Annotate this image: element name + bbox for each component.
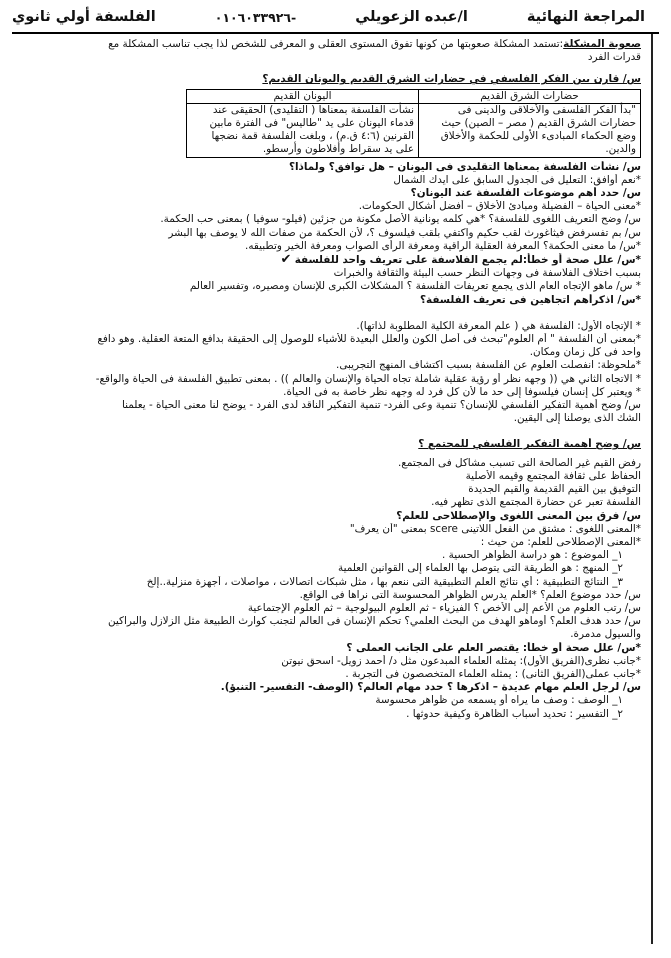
- text-line: س/ لرجل العلم مهام عديدة – اذكرها ؟ حدد مهام العالم؟ (الوصف- التفسير- التنبؤ).: [220, 681, 641, 694]
- review-title: المراجعة النهائية: [526, 9, 645, 25]
- text-line: والسيول مدمرة.: [570, 628, 641, 641]
- text-line: *س/ علل صحة أو خطأ: يقتصر العلم على الجانب العملى ؟: [346, 641, 641, 654]
- text-line: س/ حدد هدف العلم؟ أوماهو الهدف من البحث العلمي؟ تحكم الإنسان فى العالم لتجنب كوارث الطبيعة مثل الزلازل والبراكين: [107, 615, 641, 628]
- text-line: *ملحوظة: انفصلت العلوم عن الفلسفة بسبب اكتشاف المنهج التجريبى.: [336, 359, 641, 372]
- header-divider: [12, 32, 659, 34]
- text-line: *س/ اذكرأهم اتجاهين فى تعريف الفلسفة؟: [419, 293, 641, 306]
- author-name: ا/عبده الزعويلي: [355, 9, 468, 25]
- society-item: الفلسفة تعبر عن حضارة المجتمع الذى تظهر فيه.: [431, 496, 641, 509]
- text-line: *جانب نظرى(الفريق الأول): يمثله العلماء المبدعون مثل د/ أحمد زويل- اسحق نيوتن: [281, 654, 641, 667]
- text-line: *المعنى الإصطلاحى للعلم: من حيث :: [480, 535, 641, 548]
- text-line: * الإتجاه الأول: الفلسفة هي ( علم المعرفة الكلية المطلوبة لذاتها).: [356, 319, 641, 332]
- grade-label: الفلسفة أولي ثانوي: [12, 9, 156, 25]
- text-line: * ويعتبر كل إنسان فيلسوفا إلى حد ما لأن كل فرد له وجهه نظر خاصة به فى الحياة.: [283, 385, 641, 398]
- text-line: ١_ الموضوع : هو دراسة الظواهر الحسية .: [442, 549, 623, 562]
- table-cell-east: [419, 103, 641, 157]
- table-cell-greek: [187, 103, 419, 157]
- society-item: الحفاظ على ثقافة المجتمع وقيمه الأصلية: [465, 469, 641, 482]
- text-line: س/ حدد أهم موضوعات الفلسفة عند اليونان؟: [410, 187, 641, 200]
- text-line: *س/ علل صحة أو خطأ:لم يجمع الفلاسفة على تعريف واحد للفلسفة: [294, 254, 641, 267]
- text-line: س/ وضح أهمية التفكير الفلسفي للإنسان؟ تنمية وعى الفرد- تنمية التفكير الناقد لدى الفرد - يوضح لنا معنى الحياة - يعلمنا: [121, 399, 641, 412]
- text-line: س/ وضح التعريف اللغوى للفلسفة؟ *هي كلمه يونانية الأصل مكونة من جزئين (فيلو- سوفيا ) بمعنى حب الحكمة.: [160, 213, 641, 226]
- text-line: * س/ ماهو الإتجاه العام الذى يجمع تعريفات الفلسفة ؟ المشكلات الكبرى للإنسان ومصيره، وتفسير العالم: [189, 280, 641, 293]
- content: [4, 38, 667, 721]
- text-line: ١_ الوصف : وصف ما يراه أو يسمعه من ظواهر محسوسة: [375, 694, 623, 707]
- society-item: التوفيق بين القيم القديمة والقيم الجديدة: [468, 483, 641, 496]
- question-compare: س/ قارن بين الفكر الفلسفي في حضارات الشرق القديم واليونان القديم؟: [262, 73, 641, 86]
- text-line: *جانب عملى(الفريق الثانى) : يمثله العلماء المتخصصون فى التجربة .: [345, 667, 641, 680]
- text-line: *المعنى اللغوى : مشتق من الفعل اللاتينى scere بمعنى "أن يعرف": [349, 522, 641, 535]
- text-line: *نعم أوافق: التعليل فى الجدول السابق على ايدك الشمال: [393, 173, 641, 186]
- east-line: وضع الحكماء المبادىء الأولى للحكمة والأخلاق: [440, 130, 636, 143]
- text-line: س/ بم تفسرفض فيثاغورث لقب حكيم واكتفي بلقب فيلسوف ؟، لأن الحكمة من صفات الله لا يوصف بها البشر: [168, 226, 641, 239]
- east-line: والدين.: [605, 143, 636, 156]
- text-line: واحد فى كل زمان ومكان.: [529, 346, 641, 359]
- difficulty-label: صعوبة المشكلة: [563, 38, 641, 50]
- question-science-meaning: س/ فرق بين المعنى اللغوى والإصطلاحى للعلم؟: [396, 509, 641, 522]
- text-line: ٢_ المنهج : هو الطريقة التى يتوصل بها العلماء إلى القوانين العلمية: [338, 562, 623, 575]
- text-line: س/ حدد موضوع العلم؟ *العلم يدرس الظواهر المحسوسة التى نراها فى الواقع.: [299, 588, 641, 601]
- phone-number: -٠١٠٦٠٣٣٩٢٦: [214, 9, 297, 25]
- text-line: ٣_ النتائج التطبيقية : أي نتائج العلم التطبيقية التى ننعم بها ، مثل شبكات اتصالات ، مواصلات ، أجهزة منزلية..إلخ: [146, 575, 623, 588]
- east-line: حضارات الشرق القديم ( مصر – الصين) حيث: [441, 117, 636, 130]
- east-line: "بدأ الفكر الفلسفى والأخلاقى والدينى فى: [457, 103, 636, 116]
- society-item: رفض القيم غير الصالحة التى تسبب مشاكل فى المجتمع.: [397, 456, 641, 469]
- text-line: * الاتجاه الثاني هي (( وجهه نظر أو رؤية عقلية شاملة تجاه الحياة والإنسان والعالم )) . بمعنى تطبيق الفلسفة فى الحياة والواقع-: [95, 372, 641, 385]
- text-line: س/ نشأت الفلسفة بمعناها التقليدى فى اليونان – هل توافق؟ ولماذا؟: [288, 160, 641, 173]
- text-line: *معنى الحياة – الفضيلة ومبادئ الأخلاق – أفضل أشكال الحكومات.: [358, 200, 641, 213]
- difficulty-text-cont: قدرات الفرد: [587, 51, 641, 64]
- greek-line: على يد سقراط وأفلاطون وأرسطو.: [262, 143, 415, 156]
- difficulty-text: :تستمد المشكلة صعوبتها من كونها تفوق المستوى العقلى و المعرفى للشخص لذا يجب تناسب المشكلة مع: [108, 38, 564, 50]
- text-line: *س/ ما معنى الحكمة؟ المعرفة العقلية الراقية ومعرفة الرأى الصواب ومعرفة الخير وتطبيقه.: [245, 239, 641, 252]
- table-header-east: حضارات الشرق القديم: [419, 89, 641, 103]
- text-line: ٢_ التفسير : تحديد أسباب الظاهرة وكيفية حدوثها .: [406, 707, 623, 720]
- greek-line: نشأت الفلسفة بمعناها ( التقليدى) الحقيقى عند: [212, 103, 415, 116]
- text-line: *بمعنى أن الفلسفة " أم العلوم"تبحث فى أصل الكون والعلل البعيدة للأشياء للوصول إلى الحقيقة بدافع المتعة العقلية. وهو دافع: [97, 333, 641, 346]
- header: [4, 0, 667, 30]
- margin-line: [651, 34, 653, 944]
- table-header-greek: اليونان القديم: [187, 89, 419, 103]
- check-mark-icon: ✔: [280, 253, 292, 268]
- text-line: بسبب اختلاف الفلاسفة فى وجهات النظر حسب البيئة والثقافة والخبرات: [333, 267, 641, 280]
- text-line: الشك الذى يوصلنا إلى اليقين.: [513, 412, 641, 425]
- question-society: س/ وضح أهمية التفكير الفلسفي للمجتمع ؟: [418, 438, 641, 451]
- text-line: س/ رتب العلوم من الأعم إلى الأخص ؟ الفيزياء - ثم العلوم البيولوجية – ثم العلوم الإجتماعية: [247, 601, 641, 614]
- comparison-table: [186, 89, 641, 158]
- greek-line: قدماء اليونان على يد "طاليس" فى الفترة مابين: [209, 117, 415, 130]
- greek-line: القرنين (٤:٦ ق.م) ، وبلغت الفلسفة قمة نضجها: [211, 130, 415, 143]
